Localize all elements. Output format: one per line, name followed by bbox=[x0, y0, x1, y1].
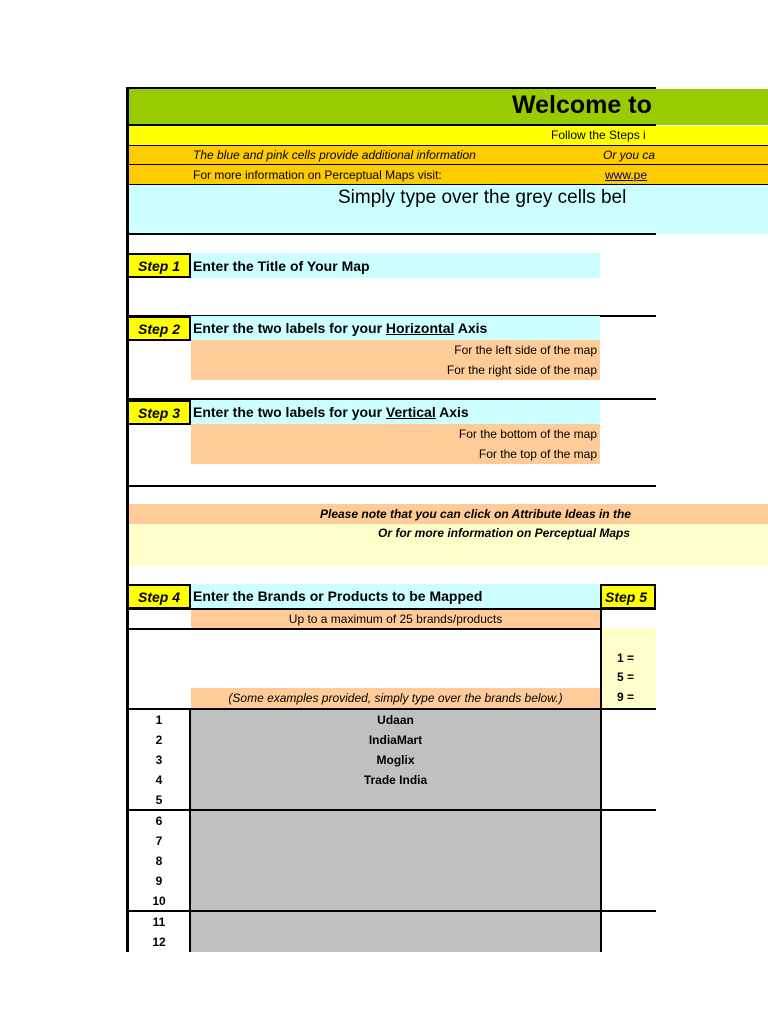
attribute-note-row bbox=[129, 504, 768, 524]
step2-right-side: For the right side of the map bbox=[191, 360, 600, 380]
attribute-note: Please note that you can click on Attribute Ideas in the bbox=[320, 507, 631, 521]
brand-name-cell[interactable]: Trade India bbox=[363, 773, 428, 787]
brand-number: 8 bbox=[155, 854, 163, 868]
brand-name-cell[interactable] bbox=[191, 912, 600, 932]
step5-scale-9: 9 = bbox=[617, 690, 635, 704]
more-info-text: For more information on Perceptual Maps visit: bbox=[193, 168, 442, 182]
step2-label bbox=[191, 316, 600, 340]
brand-name-cell[interactable]: IndiaMart bbox=[368, 733, 423, 747]
table-row bbox=[129, 770, 600, 790]
table-row bbox=[129, 831, 600, 851]
brand-number: 2 bbox=[155, 733, 163, 747]
brand-name-cell[interactable] bbox=[191, 851, 600, 871]
follow-steps-row bbox=[129, 126, 768, 145]
step5-scale-panel bbox=[601, 628, 656, 710]
table-row bbox=[129, 871, 600, 891]
step2-label-suffix: Axis bbox=[454, 320, 488, 336]
table-row bbox=[129, 730, 600, 750]
step2-label-emph: Horizontal bbox=[385, 320, 455, 336]
step3-badge: Step 3 bbox=[127, 400, 191, 425]
table-row bbox=[129, 851, 600, 871]
table-row bbox=[129, 811, 600, 831]
table-row bbox=[129, 710, 600, 730]
instruction-row bbox=[129, 184, 768, 234]
instruction-text: Simply type over the grey cells bel bbox=[338, 187, 627, 208]
table-row bbox=[129, 891, 600, 911]
title-bar bbox=[129, 89, 768, 125]
brand-number: 1 bbox=[155, 713, 163, 727]
brand-number: 9 bbox=[155, 874, 163, 888]
step5-scale-1: 1 = bbox=[617, 651, 635, 665]
more-info-note-row bbox=[129, 524, 768, 566]
brand-name-cell[interactable] bbox=[191, 891, 600, 911]
table-row bbox=[129, 912, 600, 932]
brand-name-cell[interactable] bbox=[191, 790, 600, 810]
step4-label: Enter the Brands or Products to be Mapped bbox=[191, 584, 600, 608]
brand-number: 5 bbox=[155, 793, 163, 807]
instruction-divider bbox=[126, 233, 656, 235]
step5-scale-5: 5 = bbox=[617, 670, 635, 684]
info-row bbox=[129, 145, 768, 164]
table-row bbox=[129, 790, 600, 810]
step3-label-emph: Vertical bbox=[385, 404, 436, 420]
step4-badge: Step 4 bbox=[127, 584, 191, 609]
step1-label: Enter the Title of Your Map bbox=[191, 253, 600, 278]
page-title: Welcome to bbox=[512, 91, 652, 119]
brand-number: 11 bbox=[152, 915, 166, 929]
perceptual-maps-link[interactable]: www.pe bbox=[605, 168, 648, 182]
info-right-text: Or you ca bbox=[603, 148, 655, 162]
brand-number: 6 bbox=[155, 814, 163, 828]
brand-number: 4 bbox=[155, 773, 163, 787]
step2-badge: Step 2 bbox=[127, 316, 191, 341]
brand-number: 3 bbox=[155, 753, 163, 767]
step5-badge-text: Step 5 bbox=[605, 588, 648, 605]
brand-name-cell[interactable] bbox=[191, 811, 600, 831]
step1-badge: Step 1 bbox=[127, 253, 191, 278]
brand-name-cell[interactable] bbox=[191, 932, 600, 952]
more-info-row bbox=[129, 164, 768, 184]
follow-steps-text: Follow the Steps i bbox=[551, 128, 646, 142]
more-info-note: Or for more information on Perceptual Maps bbox=[378, 526, 631, 540]
step3-divider bbox=[126, 485, 656, 487]
table-row bbox=[129, 750, 600, 770]
step2-label-prefix: Enter the two labels for your bbox=[193, 320, 386, 336]
step4-right-border bbox=[600, 608, 602, 952]
step3-label-prefix: Enter the two labels for your bbox=[193, 404, 386, 420]
brand-name-cell[interactable] bbox=[191, 871, 600, 891]
step3-label bbox=[191, 400, 600, 424]
table-row bbox=[129, 932, 600, 952]
brand-name-cell[interactable] bbox=[191, 831, 600, 851]
step3-top: For the top of the map bbox=[191, 444, 600, 464]
brand-name-cell[interactable]: Udaan bbox=[377, 713, 414, 727]
step5-badge bbox=[600, 584, 656, 609]
brand-number: 7 bbox=[155, 834, 163, 848]
step3-bottom: For the bottom of the map bbox=[191, 424, 600, 444]
brand-number: 10 bbox=[152, 894, 166, 908]
step3-label-suffix: Axis bbox=[435, 404, 469, 420]
step4-max-note: Up to a maximum of 25 brands/products bbox=[191, 610, 600, 628]
info-left-text: The blue and pink cells provide additional information bbox=[193, 148, 476, 162]
step4-row-divider bbox=[126, 628, 601, 630]
step4-examples-note: (Some examples provided, simply type over the brands below.) bbox=[191, 688, 600, 708]
brand-number: 12 bbox=[152, 935, 166, 949]
step2-left-side: For the left side of the map bbox=[191, 340, 600, 360]
brand-name-cell[interactable]: Moglix bbox=[376, 753, 415, 767]
